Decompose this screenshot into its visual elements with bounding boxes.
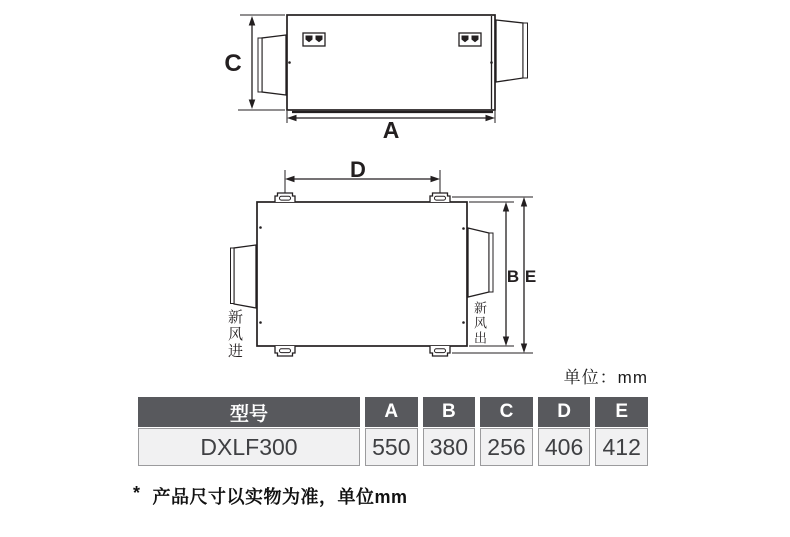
screw-dot [259,226,262,229]
right-duct-collar [523,23,528,78]
footnote [133,483,408,509]
hanger-bracket-bottom-left [275,346,295,356]
inlet-duct-flange [234,245,256,308]
footnote-text: 产品尺寸以实物为准，单位mm [152,487,408,507]
dim-label-b: B [506,267,520,286]
units-label: 单位：mm [563,368,648,387]
dim-label-a: A [382,117,400,143]
left-duct-collar [258,38,262,92]
hanger-bracket-top-right [430,193,450,202]
screw-dot [462,321,465,324]
value-c-cell: 256 [480,428,533,466]
unit-body-outline [287,15,495,110]
right-duct-flange [496,20,523,82]
hanger-bracket-top-left [275,193,295,202]
screw-dot [259,321,262,324]
column-header-d: D [538,397,591,427]
left-duct-flange [262,35,286,95]
side-view-drawing [222,8,542,143]
column-header-e: E [595,397,648,427]
dimension-a [287,111,495,143]
mounting-tab-right [459,33,481,46]
column-header-model: 型号 [138,397,360,427]
outlet-duct-collar [489,233,493,292]
fresh-air-out-label: 新风出 [472,301,487,346]
dimension-d [285,157,440,193]
table-header-row [138,397,648,427]
top-view-drawing [222,157,542,365]
value-b-cell: 380 [423,428,476,466]
dim-label-e: E [524,267,537,286]
unit-body-outline [257,202,467,346]
inlet-duct-collar [231,248,235,304]
column-header-a: A [365,397,418,427]
table-row [138,428,648,466]
value-d-cell: 406 [538,428,591,466]
dim-label-d: D [350,157,366,182]
column-header-b: B [423,397,476,427]
footnote-marker: * [133,483,141,503]
dim-label-c: C [224,50,242,77]
fresh-air-in-label: 新风进 [226,309,243,360]
hanger-bracket-bottom-right [430,346,450,356]
model-value-cell: DXLF300 [138,428,360,466]
dimension-table [138,397,648,466]
screw-dot [462,227,465,230]
value-a-cell: 550 [365,428,418,466]
column-header-c: C [480,397,533,427]
value-e-cell: 412 [595,428,648,466]
outlet-duct-flange [468,228,489,297]
screw-dot [288,61,291,64]
mounting-tab-left [303,33,325,46]
screw-dot [490,61,493,64]
